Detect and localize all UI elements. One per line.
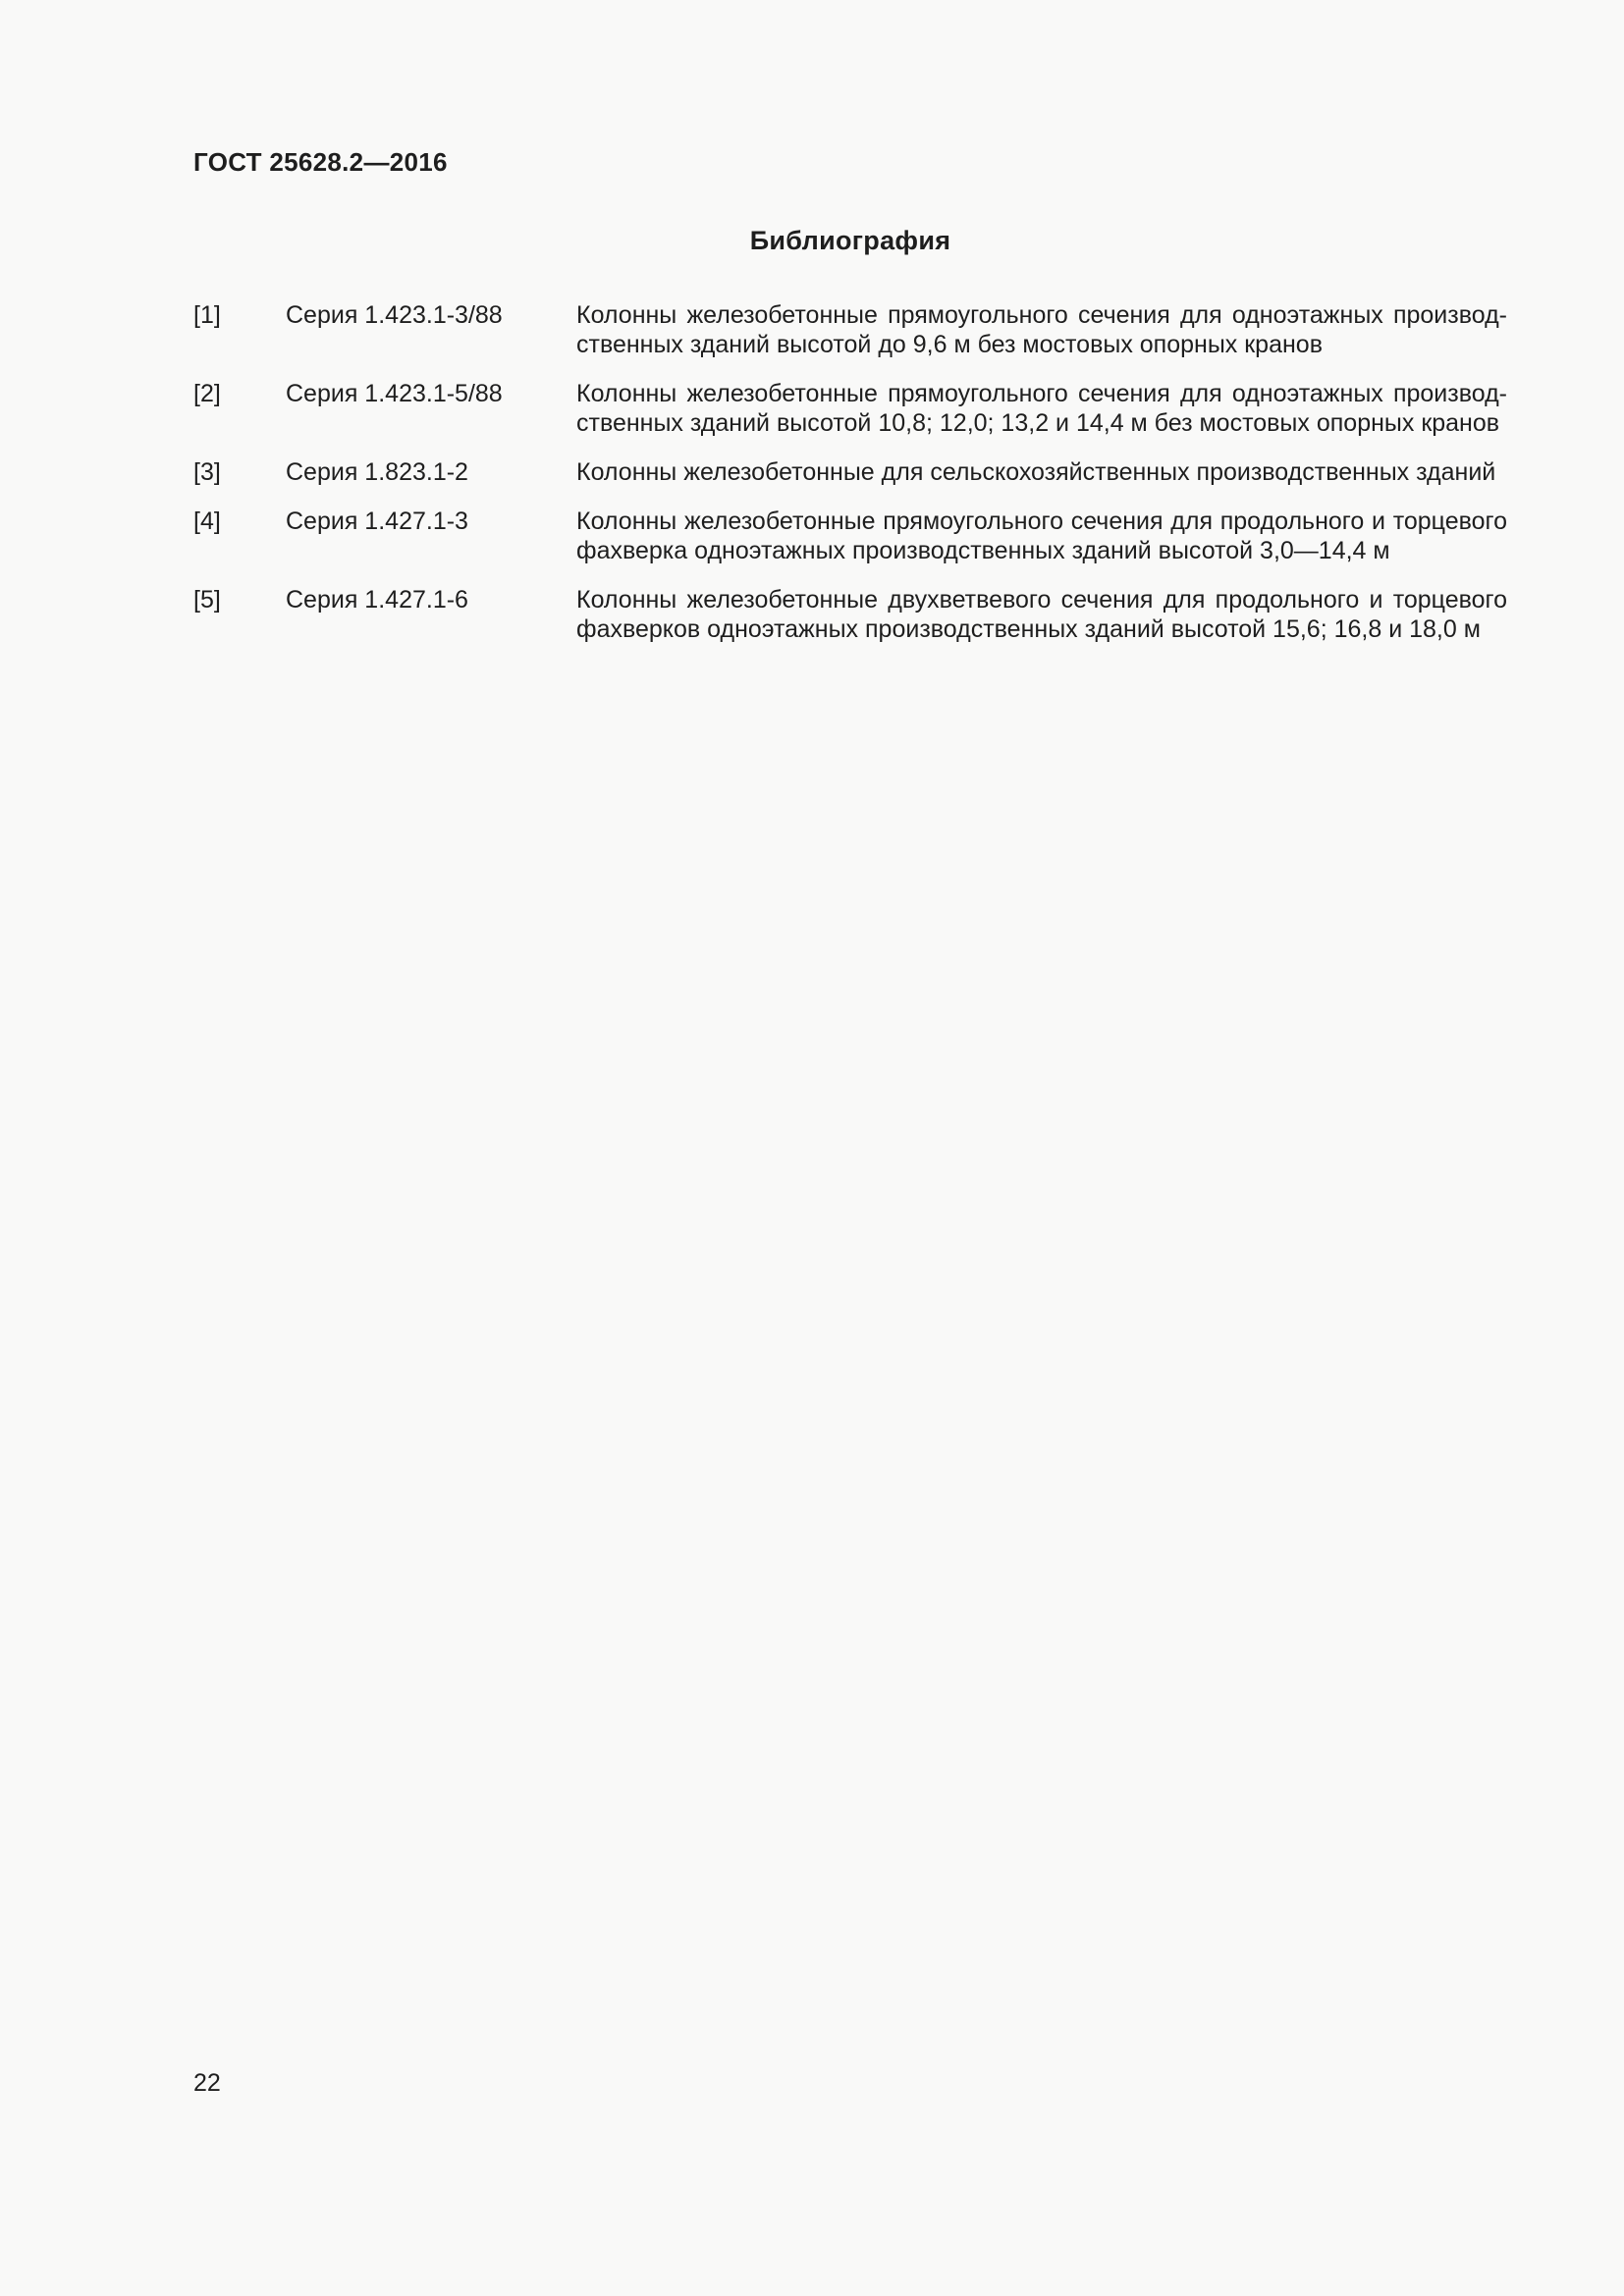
entry-series: Серия 1.427.1-6 [286,586,468,614]
entry-title: Колонны железобетонные двухветвевого сечения для продольного и торцевого фахверков одноэтажных производственных зданий высотой 15,6; 16,8 и 18,0 м [576,586,1507,643]
entry-title: Колонны железобетонные прямоугольного сечения для продольного и торцевого фахверка одноэтажных производственных зданий высотой 3,0—14,4 м [576,507,1507,564]
bibliography-entry [193,507,1507,565]
entry-series: Серия 1.427.1-3 [286,507,468,535]
bibliography-entry [193,300,1507,359]
bibliography-entry [193,379,1507,438]
bibliography-entry [193,457,1507,487]
entry-title: Колонны железобетонные для сельскохозяйственных производственных зданий [576,458,1496,486]
section-title: Библиография [749,226,951,255]
page-number: 22 [193,2069,221,2097]
entry-series: Серия 1.823.1-2 [286,458,468,486]
entry-number: [4] [193,507,221,535]
entry-number: [5] [193,586,221,614]
document-header: ГОСТ 25628.2—2016 [193,147,448,177]
entry-series: Серия 1.423.1-5/88 [286,380,503,407]
entry-number: [2] [193,380,221,407]
bibliography-entry [193,585,1507,644]
entry-title: Колонны железобетонные прямоугольного сечения для одноэтажных производ-ственных зданий высотой до 9,6 м без мостовых опорных кранов [576,301,1507,358]
entry-series: Серия 1.423.1-3/88 [286,301,503,329]
entry-number: [1] [193,301,221,329]
bibliography-list [193,300,1507,664]
entry-title: Колонны железобетонные прямоугольного сечения для одноэтажных производ-ственных зданий высотой 10,8; 12,0; 13,2 и 14,4 м без мостовых опорных кранов [576,380,1507,437]
entry-number: [3] [193,458,221,486]
